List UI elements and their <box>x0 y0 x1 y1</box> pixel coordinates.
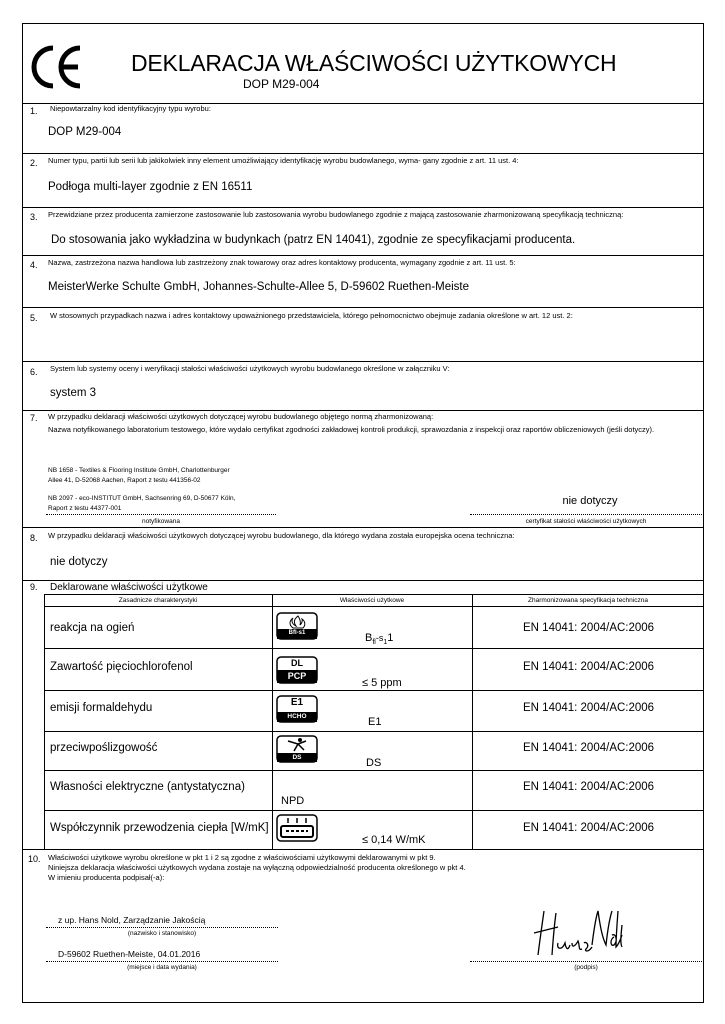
notified-body-1-line-2: Allee 41, D-52068 Aachen, Raport z testu 441356-02 <box>48 477 201 484</box>
section-10-line-2: Niniejsza deklaracja właściwości użytkowych wydana zostaje na wyłączną odpowiedzialność producenta określonego w pkt 4. <box>48 863 466 872</box>
notified-body-2-line-1: NB 2097 - eco-INSTITUT GmbH, Sachsenring 69, D-50677 Köln, <box>48 495 236 502</box>
ce-mark <box>30 44 84 90</box>
section-1-number: 1. <box>30 106 38 116</box>
certificate-caption: certyfikat stałości właściwości użytkowych <box>525 518 647 525</box>
section-4-label: Nazwa, zastrzeżona nazwa handlowa lub zastrzeżony znak towarowy oraz adres kontaktowy producenta, wymagany zgodnie z art. 11 ust. 5: <box>48 258 516 267</box>
section-2-number: 2. <box>30 158 38 168</box>
place-and-date-caption: (miejsce i data wydania) <box>127 964 197 971</box>
section-9-title: Deklarowane właściwości użytkowe <box>50 582 208 593</box>
signature-caption: (podpis) <box>574 964 598 971</box>
table-row-5-specification: EN 14041: 2004/AC:2006 <box>523 781 655 793</box>
table-header-performance: Właściwości użytkowe <box>339 597 405 604</box>
table-row-5-characteristic: Własności elektryczne (antystatyczna) <box>50 781 245 793</box>
handwritten-signature <box>528 905 624 959</box>
signatory-name: z up. Hans Nold, Zarządzanie Jakością <box>58 915 206 925</box>
table-row-1-performance: $B_{fl}-s_11$ <box>365 632 394 647</box>
table-row-4-performance: DS <box>366 757 382 769</box>
table-row-3-specification: EN 14041: 2004/AC:2006 <box>523 702 655 714</box>
table-row-2-performance: ≤ 5 ppm <box>362 677 402 689</box>
document-subtitle: DOP M29-004 <box>243 77 320 91</box>
table-row-2-characteristic: Zawartość pięciochlorofenol <box>50 661 193 673</box>
section-2-label: Numer typu, partii lub serii lub jakikolwiek inny element umożliwiający identyfikację wyrobu budowlanego, wyma- gany zgodnie z art. 11 ust. 4: <box>48 156 519 165</box>
notified-caption: notyfikowana <box>142 518 180 525</box>
section-4-number: 4. <box>30 260 38 270</box>
section-7-label-2: Nazwa notyfikowanego laboratorium testowego, które wydało certyfikat zgodności zakładowej kontroli produkcji, sprawozdania z inspekcji oraz raportów obliczeniowych (jeśli dotyczy). <box>48 425 655 434</box>
e1-pictogram-top: E1 <box>290 697 304 708</box>
place-and-date: D-59602 Ruethen-Meiste, 04.01.2016 <box>58 949 201 959</box>
table-row-4-specification: EN 14041: 2004/AC:2006 <box>523 742 655 754</box>
e1-hcho-icon <box>276 695 318 723</box>
section-8-number: 8. <box>30 533 38 543</box>
pcp-pictogram-top: DL <box>291 658 303 668</box>
table-row-5-performance: NPD <box>281 795 305 807</box>
section-9-number: 9. <box>30 582 38 592</box>
section-5-label: W stosownych przypadkach nazwa i adres kontaktowy upoważnionego przedstawiciela, którego pełnomocnictwo obejmuje zadania określone w art. 12 ust. 2: <box>50 311 573 320</box>
section-10-number: 10. <box>28 854 41 864</box>
table-row-1-characteristic: reakcja na ogień <box>50 622 135 634</box>
section-5-number: 5. <box>30 313 38 323</box>
section-6-number: 6. <box>30 367 38 377</box>
thermal-conductivity-icon <box>276 814 318 842</box>
slip-resistance-icon <box>276 735 318 763</box>
section-7-right-value: nie dotyczy <box>562 495 618 507</box>
notified-body-2-line-2: Raport z testu 44377-001 <box>48 505 122 512</box>
section-6-value: system 3 <box>50 387 97 399</box>
ds-pictogram-label: DS <box>292 754 302 761</box>
section-1-label: Niepowtarzalny kod identyfikacyjny typu wyrobu: <box>50 104 211 113</box>
table-row-6-performance: ≤ 0,14 W/mK <box>362 834 426 846</box>
table-row-6-specification: EN 14041: 2004/AC:2006 <box>523 822 655 834</box>
section-1-value: DOP M29-004 <box>48 126 122 138</box>
section-3-value: Do stosowania jako wykładzina w budynkach (patrz EN 14041), zgodnie ze specyfikacjami producenta. <box>51 234 576 246</box>
table-row-3-characteristic: emisji formaldehydu <box>50 702 153 714</box>
section-7-number: 7. <box>30 413 38 423</box>
table-row-2-specification: EN 14041: 2004/AC:2006 <box>523 661 655 673</box>
section-6-label: System lub systemy oceny i weryfikacji stałości właściwości użytkowych wyrobu budowlanego określone w załączniku V: <box>50 364 450 373</box>
notified-body-1-line-1: NB 1658 - Textiles & Flooring Institute GmbH, Charlottenburger <box>48 467 230 474</box>
section-3-number: 3. <box>30 212 38 222</box>
section-10-line-3: W imieniu producenta podpisał(-a): <box>48 873 165 882</box>
signatory-name-caption: (nazwisko i stanowisko) <box>127 930 197 937</box>
table-header-specification: Zharmonizowana specyfikacja techniczna <box>528 597 648 604</box>
dl-pcp-icon <box>276 656 318 684</box>
section-4-value: MeisterWerke Schulte GmbH, Johannes-Schulte-Allee 5, D-59602 Ruethen-Meiste <box>48 281 470 293</box>
section-3-label: Przewidziane przez producenta zamierzone zastosowanie lub zastosowania wyrobu budowlanego zgodnie z mającą zastosowanie zharmonizowaną specyfikacją techniczną: <box>48 210 624 219</box>
document-title: DEKLARACJA WŁAŚCIWOŚCI UŻYTKOWYCH <box>131 50 617 76</box>
fire-reaction-icon <box>276 612 318 640</box>
table-header-characteristics: Zasadnicze charakterystyki <box>118 597 198 604</box>
table-row-3-performance: E1 <box>368 716 382 728</box>
section-8-value: nie dotyczy <box>50 556 108 568</box>
section-10-line-1: Właściwości użytkowe wyrobu określone w pkt 1 i 2 są zgodne z właściwościami użytkowymi deklarowanymi w pkt 9. <box>48 853 436 862</box>
table-row-4-characteristic: przeciwpoślizgowość <box>50 742 158 754</box>
section-2-value: Podłoga multi-layer zgodnie z EN 16511 <box>48 181 253 193</box>
e1-pictogram-bottom: HCHO <box>287 713 307 720</box>
fire-pictogram-label: Bfl-s1 <box>288 630 306 636</box>
section-8-label: W przypadku deklaracji właściwości użytkowych dotyczącej wyrobu budowlanego, dla którego wydana została europejska ocena techniczna: <box>48 531 515 540</box>
table-row-6-characteristic: Współczynnik przewodzenia ciepła [W/mK] <box>50 822 269 834</box>
table-row-1-specification: EN 14041: 2004/AC:2006 <box>523 622 655 634</box>
section-7-label-1: W przypadku deklaracji właściwości użytkowych dotyczącej wyrobu budowlanego objętego normą zharmonizowaną: <box>48 412 434 421</box>
pcp-pictogram-bottom: PCP <box>287 671 307 681</box>
